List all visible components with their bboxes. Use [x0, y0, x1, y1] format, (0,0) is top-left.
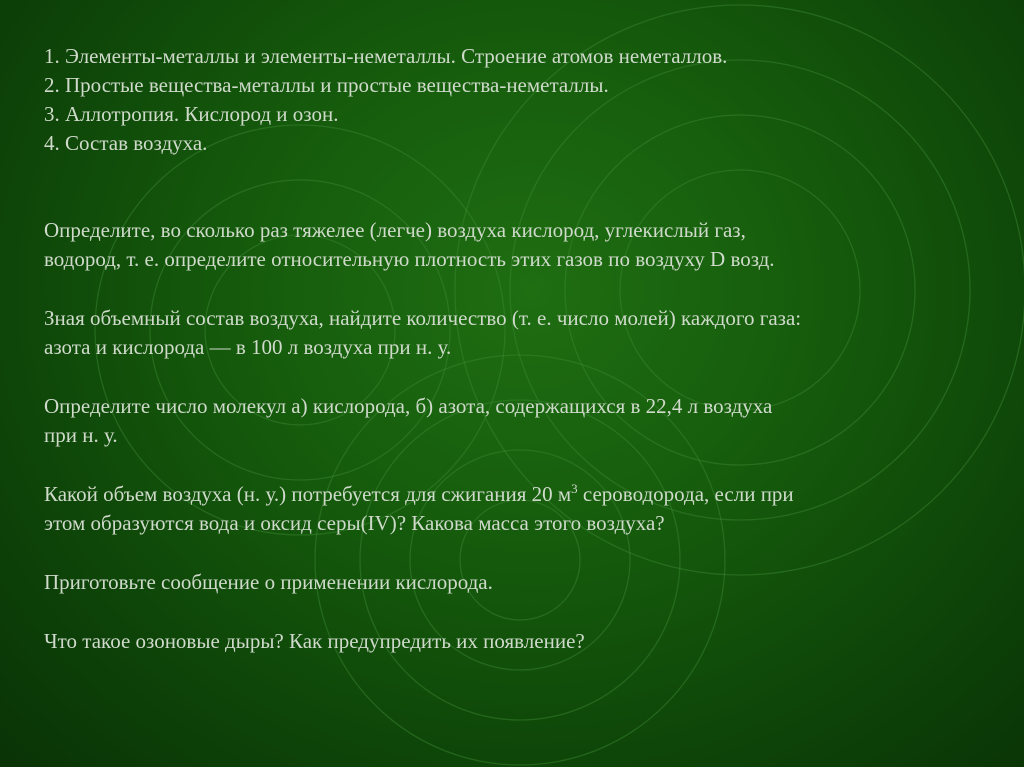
- task-line: азота и кислорода — в 100 л воздуха при н. у.: [44, 335, 452, 359]
- task-air-volume: [44, 480, 994, 538]
- task-relative-density: [44, 216, 994, 274]
- task-line: Определите, во сколько раз тяжелее (легче) воздуха кислород, углекислый газ,: [44, 218, 746, 242]
- slide-content: [44, 42, 994, 656]
- task-line: этом образуются вода и оксид серы(IV)? Какова масса этого воздуха?: [44, 511, 665, 535]
- task-line: Что такое озоновые дыры? Как предупредить их появление?: [44, 629, 585, 653]
- topic-2: 2. Простые вещества-металлы и простые вещества-неметаллы.: [44, 73, 609, 97]
- topic-4: 4. Состав воздуха.: [44, 131, 208, 155]
- task-number-of-molecules: [44, 392, 994, 450]
- task-oxygen-report: [44, 568, 994, 597]
- topic-1: 1. Элементы-металлы и элементы-неметаллы. Строение атомов неметаллов.: [44, 44, 728, 68]
- task-moles-of-gases: [44, 304, 994, 362]
- task-text: сероводорода, если при: [577, 482, 794, 506]
- task-ozone-holes: [44, 627, 994, 656]
- task-line: Приготовьте сообщение о применении кислорода.: [44, 570, 493, 594]
- task-line: Определите число молекул а) кислорода, б) азота, содержащихся в 22,4 л воздуха: [44, 394, 773, 418]
- task-text: Какой объем воздуха (н. у.) потребуется для сжигания 20 м: [44, 482, 572, 506]
- cubic-superscript: 3: [571, 481, 578, 496]
- task-line: [44, 480, 994, 509]
- topic-3: 3. Аллотропия. Кислород и озон.: [44, 102, 339, 126]
- task-line: Зная объемный состав воздуха, найдите количество (т. е. число молей) каждого газа:: [44, 306, 802, 330]
- task-line: водород, т. е. определите относительную плотность этих газов по воздуху D возд.: [44, 247, 775, 271]
- task-line: при н. у.: [44, 423, 118, 447]
